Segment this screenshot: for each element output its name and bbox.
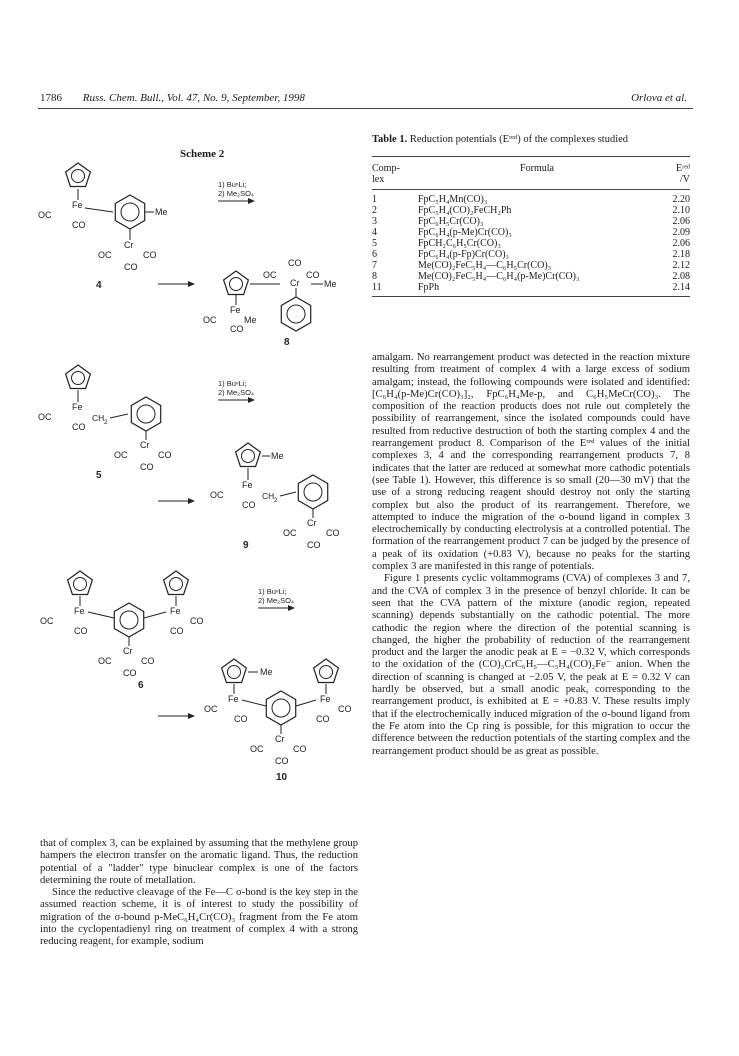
- svg-text:Me: Me: [271, 451, 284, 461]
- cell-e-red: 2.20: [672, 194, 690, 205]
- cell-formula: FpC₆H₅Cr(CO)₃: [418, 216, 484, 227]
- svg-text:CO: CO: [140, 462, 154, 472]
- cell-complex: 7: [372, 260, 377, 271]
- compound-label-5: 5: [96, 470, 102, 481]
- svg-text:OC: OC: [98, 250, 112, 260]
- svg-text:Cr: Cr: [123, 646, 133, 656]
- svg-text:CO: CO: [230, 324, 244, 334]
- svg-text:OC: OC: [204, 704, 218, 714]
- svg-text:OC: OC: [98, 656, 112, 666]
- cell-complex: 8: [372, 271, 377, 282]
- svg-text:OC: OC: [40, 616, 54, 626]
- compound-label-6: 6: [138, 680, 144, 691]
- svg-text:CO: CO: [326, 528, 340, 538]
- table-header-row: [372, 163, 690, 185]
- cell-formula: FpC₅H₄(CO)₂FeCH₂Ph: [418, 205, 512, 216]
- cell-complex: 5: [372, 238, 377, 249]
- svg-text:CO: CO: [170, 626, 184, 636]
- svg-text:CH: CH: [92, 413, 105, 423]
- cell-e-red: 2.12: [672, 260, 690, 271]
- compound-6-structure: [40, 571, 204, 678]
- right-column-text: [372, 352, 690, 758]
- reagent-1-scheme-a: 1) BuⁿLi;: [218, 180, 247, 189]
- svg-text:Cr: Cr: [124, 240, 134, 250]
- compound-10-structure: [204, 659, 352, 766]
- table-label: Table 1.: [372, 134, 408, 145]
- compound-label-9: 9: [243, 540, 249, 551]
- compound-label-8: 8: [284, 337, 290, 348]
- cell-complex: 6: [372, 249, 377, 260]
- cell-formula: FpCH₂C₆H₅Cr(CO)₃: [418, 238, 501, 249]
- cell-e-red: 2.06: [672, 238, 690, 249]
- cell-formula: FpC₅H₄Mn(CO)₃: [418, 194, 488, 205]
- svg-text:Fe: Fe: [230, 305, 241, 315]
- table-row: [372, 271, 690, 282]
- cell-e-red: 2.06: [672, 216, 690, 227]
- svg-text:CO: CO: [141, 656, 155, 666]
- header-rule: [38, 108, 693, 109]
- cell-complex: 3: [372, 216, 377, 227]
- cell-e-red: 2.09: [672, 227, 690, 238]
- cell-formula: FpPh: [418, 282, 440, 293]
- compound-label-4: 4: [96, 280, 102, 291]
- svg-text:CO: CO: [72, 422, 86, 432]
- svg-text:OC: OC: [210, 490, 224, 500]
- right-paragraph-1: amalgam. No rearrangement product was detected in the reaction mixture resulting from treatment of complex 4 with a large excess of sodium amalgam; instead, the following compounds were isolated and identified: [C₆H₄(p-Me)Cr(CO)₃]₂, FpC₆H₄Me-p, and C₆H₅MeCr(CO)₃. The composition of the reaction products does not rule out completely the possibility of rearrangement, since the isolated compounds could have resulted from reductive destruction of both the starting complex 4 and the rearrangement product 8. Comparison of the Eʳᵉᵈ values of the initial complexes 3, 4 and the corresponding rearrangement products 7, 8 indicates that the latter are reduced at somewhat more cathodic potentials (see Table 1). However, this difference is so small (20—30 mV) that the use of a strong reducing reagent should destroy not only the starting complex but also the product of its rearrangement. Therefore, we attempted to induce the migration of the σ-bound ligand in complex 3 electrochemically by conducting electrolysis at a controlled potential. The formation of the rearrangement product 7 can be judged by the presence of a peak of its oxidation (+0.83 V), because no peaks for the starting complex 3 are manifested in this range of potentials.: [372, 352, 690, 573]
- svg-text:Fe: Fe: [72, 200, 83, 210]
- reagent-2-scheme-b: 2) Me₂SO₄: [218, 388, 254, 397]
- table-title: Reduction potentials (Eʳᵉᵈ) of the complexes studied: [409, 134, 629, 145]
- svg-text:Fe: Fe: [72, 402, 83, 412]
- compound-4-structure: [38, 163, 168, 272]
- table-row: [372, 249, 690, 260]
- svg-text:CO: CO: [74, 626, 88, 636]
- svg-text:Fe: Fe: [320, 694, 331, 704]
- cell-formula: Me(CO)₂FeC₅H₄—C₆H₄(p-Me)Cr(CO)₃: [418, 271, 580, 282]
- svg-text:Cr: Cr: [275, 734, 285, 744]
- table-row: [372, 216, 690, 227]
- cell-complex: 4: [372, 227, 377, 238]
- reagent-2-scheme-c: 2) Me₂SO₄: [258, 596, 294, 605]
- svg-text:Me: Me: [324, 279, 337, 289]
- svg-text:Cr: Cr: [307, 518, 317, 528]
- reagent-1-scheme-b: 1) BuⁿLi;: [218, 379, 247, 388]
- left-paragraph-1: that of complex 3, can be explained by assuming that the methylene group hampers the electron transfer on the aromatic ligand. Thus, the reduction potential of a "ladder" type binuclear complex is one of the factors determining the route of metallation.: [40, 838, 358, 886]
- header-complex: Comp- lex: [372, 163, 400, 185]
- svg-text:2: 2: [274, 497, 278, 504]
- svg-text:Me: Me: [260, 667, 273, 677]
- table-row: [372, 260, 690, 271]
- compound-5-structure: [38, 365, 172, 472]
- compound-9-structure: [210, 443, 340, 550]
- compound-label-10: 10: [276, 772, 288, 783]
- svg-text:OC: OC: [283, 528, 297, 538]
- svg-text:OC: OC: [38, 210, 52, 220]
- svg-text:OC: OC: [203, 315, 217, 325]
- svg-text:CO: CO: [143, 250, 157, 260]
- journal-citation: Russ. Chem. Bull., Vol. 47, No. 9, September, 1998: [82, 92, 305, 104]
- svg-text:CO: CO: [338, 704, 352, 714]
- cell-e-red: 2.08: [672, 271, 690, 282]
- cell-formula: Me(CO)₂FeC₅H₄—C₆H₅Cr(CO)₃: [418, 260, 552, 271]
- table-row: [372, 227, 690, 238]
- svg-text:2: 2: [104, 419, 108, 426]
- svg-text:CO: CO: [124, 262, 138, 272]
- svg-text:CO: CO: [293, 744, 307, 754]
- reagent-1-scheme-c: 1) BuⁿLi;: [258, 587, 287, 596]
- svg-text:CO: CO: [158, 450, 172, 460]
- reduction-potentials-table: [372, 163, 690, 297]
- left-paragraph-2: Since the reductive cleavage of the Fe—C σ-bond is the key step in the assumed reaction scheme, it is of interest to study the possibility of migration of the σ-bound p-MeC₆H₄Cr(CO)₃ fragment from the Fe atom into the cyclopentadienyl ring on treatment of complex 4 with a strong reducing reagent, for example, sodium: [40, 887, 358, 948]
- cell-complex: 2: [372, 205, 377, 216]
- svg-text:OC: OC: [38, 412, 52, 422]
- svg-text:CO: CO: [72, 220, 86, 230]
- svg-text:Me: Me: [244, 315, 257, 325]
- svg-text:Fe: Fe: [228, 694, 239, 704]
- svg-text:Fe: Fe: [74, 606, 85, 616]
- svg-text:OC: OC: [263, 270, 277, 280]
- left-column-text: [40, 838, 358, 949]
- cell-complex: 11: [372, 282, 382, 293]
- header-e-red: Eʳᵉᵈ /V: [676, 163, 690, 185]
- svg-text:Fe: Fe: [242, 480, 253, 490]
- svg-text:CO: CO: [234, 714, 248, 724]
- svg-text:CH: CH: [262, 491, 275, 501]
- cell-e-red: 2.14: [672, 282, 690, 293]
- table-caption: [372, 134, 692, 145]
- reagent-2-scheme-a: 2) Me₂SO₄: [218, 189, 254, 198]
- table-row: [372, 194, 690, 205]
- table-top-rule: [372, 156, 690, 157]
- svg-text:OC: OC: [114, 450, 128, 460]
- svg-text:CO: CO: [123, 668, 137, 678]
- svg-text:OC: OC: [250, 744, 264, 754]
- svg-text:Cr: Cr: [290, 278, 300, 288]
- cell-e-red: 2.18: [672, 249, 690, 260]
- table-row: [372, 205, 690, 216]
- header-formula: Formula: [520, 163, 554, 174]
- cell-e-red: 2.10: [672, 205, 690, 216]
- right-paragraph-2: Figure 1 presents cyclic voltammograms (CVA) of complexes 3 and 7, and the CVA of complex 3 in the presence of benzyl chloride. It can be seen that the CVA pattern of the mixture (anodic region, repeated scanning) depends substantially on the cathodic potential. The more cathodic the region where the direction of the potential scanning is changed, the higher the probability of reduction of the rearrangement product and the larger the anodic peak at E = −0.32 V, which corresponds to the oxidation of the (CO)₃CrC₆H₅—C₅H₄(CO)₂Fe⁻ anion. When the direction of scanning is changed at −2.05 V, the peak at E = 0.32 V can hardly be observed, but a small anodic peak, corresponding to the rearrangement product, is exhibited at E = +0.83 V. These results imply that if the electrochemically induced migration of the σ-bound ligand from the Fe atom into the Cp ring is possible, for this migration to occur the difference between the reduction potentials of the starting complex and the rearrangement product should be as great as possible.: [372, 573, 690, 757]
- svg-text:Cr: Cr: [140, 440, 150, 450]
- table-row: [372, 238, 690, 249]
- reaction-scheme: [38, 160, 358, 830]
- svg-text:CO: CO: [306, 270, 320, 280]
- compound-8-structure: [203, 258, 337, 334]
- running-header-left: [40, 92, 305, 104]
- svg-text:CO: CO: [307, 540, 321, 550]
- cell-formula: FpC₆H₄(p-Fp)Cr(CO)₃: [418, 249, 510, 260]
- svg-text:Fe: Fe: [170, 606, 181, 616]
- svg-text:Me: Me: [155, 207, 168, 217]
- cell-formula: FpC₆H₄(p-Me)Cr(CO)₃: [418, 227, 512, 238]
- page-number: 1786: [40, 92, 62, 104]
- table-row: [372, 282, 690, 293]
- scheme-title: Scheme 2: [180, 148, 225, 160]
- svg-text:CO: CO: [275, 756, 289, 766]
- running-header-authors: Orlova et al.: [631, 92, 687, 104]
- svg-text:CO: CO: [288, 258, 302, 268]
- svg-text:CO: CO: [190, 616, 204, 626]
- svg-text:CO: CO: [242, 500, 256, 510]
- cell-complex: 1: [372, 194, 377, 205]
- svg-text:CO: CO: [316, 714, 330, 724]
